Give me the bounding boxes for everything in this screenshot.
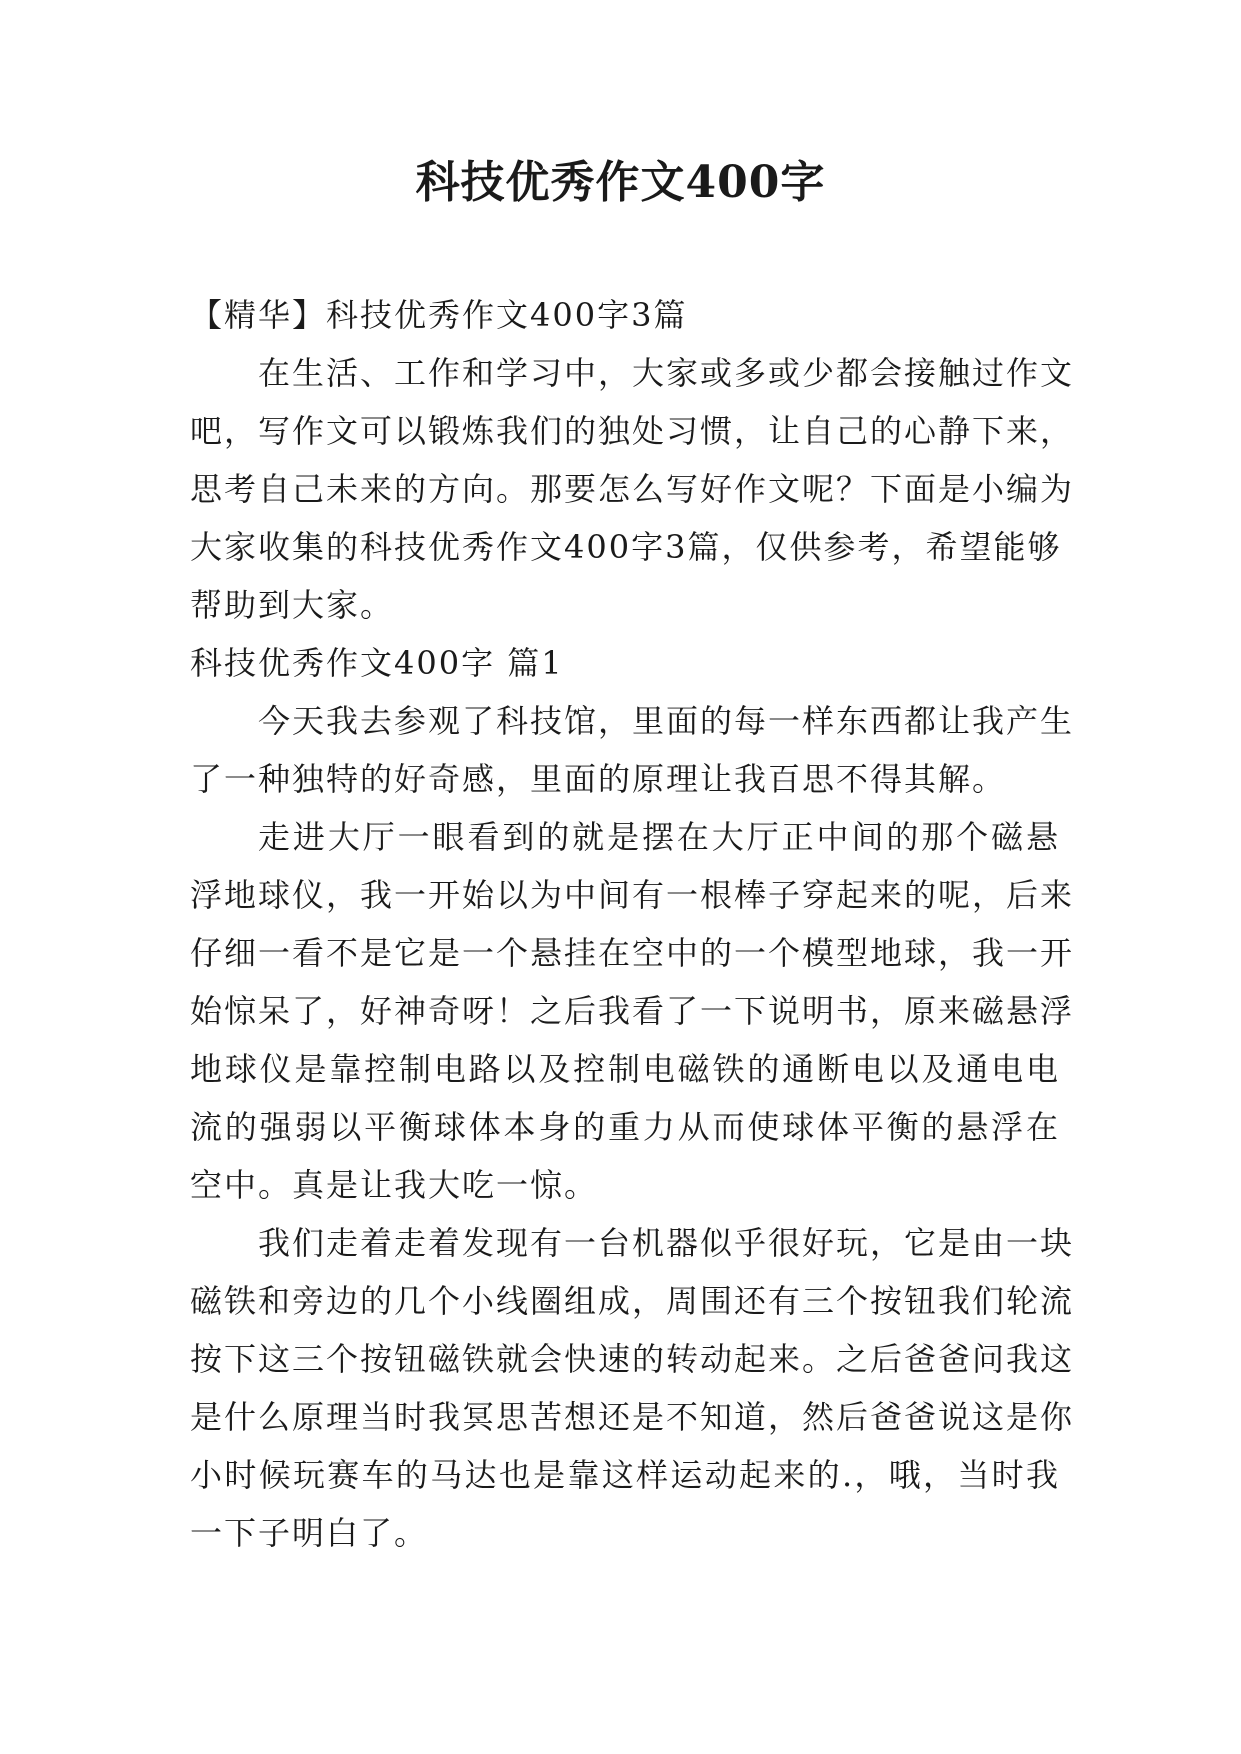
text-line: 小时候玩赛车的马达也是靠这样运动起来的.，哦，当时我 (190, 1456, 1060, 1494)
text-line: 空中。真是让我大吃一惊。 (190, 1166, 599, 1204)
text-line: 地球仪是靠控制电路以及控制电磁铁的通断电以及通电电 (190, 1050, 1060, 1088)
text-line: 浮地球仪，我一开始以为中间有一根棒子穿起来的呢，后来 (190, 876, 1075, 914)
text-line: 磁铁和旁边的几个小线圈组成，周围还有三个按钮我们轮流 (190, 1282, 1075, 1320)
text-line: 帮助到大家。 (190, 586, 395, 624)
text-line: 一下子明白了。 (190, 1514, 429, 1552)
text-line: 是什么原理当时我冥思苦想还是不知道，然后爸爸说这是你 (190, 1398, 1075, 1436)
text-line: 【精华】科技优秀作文400字3篇 (190, 296, 688, 334)
text-line: 今天我去参观了科技馆，里面的每一样东西都让我产生 (258, 702, 1075, 740)
document-body (190, 286, 1075, 1562)
text-line: 流的强弱以平衡球体本身的重力从而使球体平衡的悬浮在 (190, 1108, 1060, 1146)
text-line: 仔细一看不是它是一个悬挂在空中的一个模型地球，我一开 (190, 934, 1075, 972)
text-line: 按下这三个按钮磁铁就会快速的转动起来。之后爸爸问我这 (190, 1340, 1075, 1378)
text-line: 走进大厅一眼看到的就是摆在大厅正中间的那个磁悬 (258, 818, 1060, 856)
text-line: 我们走着走着发现有一台机器似乎很好玩，它是由一块 (258, 1224, 1075, 1262)
text-line: 了一种独特的好奇感，里面的原理让我百思不得其解。 (190, 760, 1007, 798)
text-line: 科技优秀作文400字 篇1 (190, 644, 564, 682)
text-line: 吧，写作文可以锻炼我们的独处习惯，让自己的心静下来， (190, 412, 1075, 450)
text-line: 思考自己未来的方向。那要怎么写好作文呢？下面是小编为 (190, 470, 1075, 508)
text-line: 大家收集的科技优秀作文400字3篇，仅供参考，希望能够 (190, 528, 1062, 566)
text-line: 在生活、工作和学习中，大家或多或少都会接触过作文 (258, 354, 1075, 392)
document-title: 科技优秀作文400字 (415, 157, 826, 208)
text-line: 始惊呆了，好神奇呀！之后我看了一下说明书，原来磁悬浮 (190, 992, 1075, 1030)
